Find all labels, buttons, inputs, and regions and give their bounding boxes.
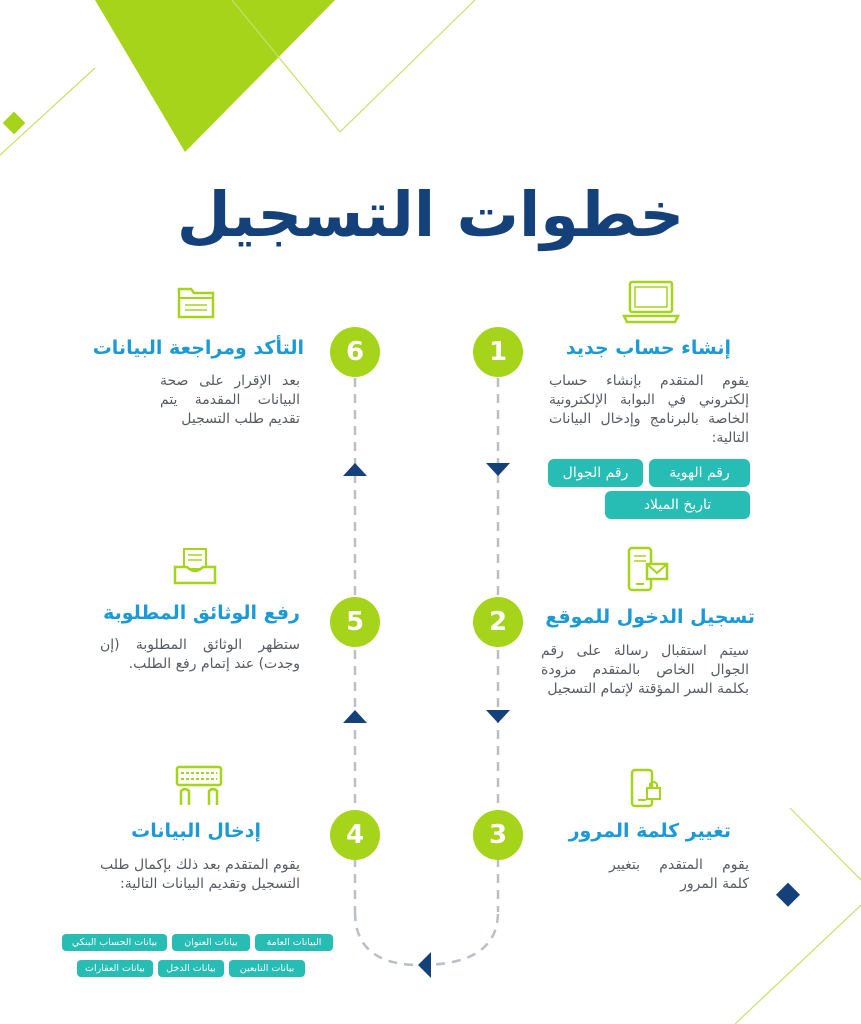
tag-address-data: بيانات العنوان xyxy=(172,934,250,951)
phone-lock-icon xyxy=(630,768,662,808)
step-title-6: التأكد ومراجعة البيانات xyxy=(92,337,304,359)
tag-bank-account-data: بيانات الحساب البنكي xyxy=(62,934,167,951)
green-triangle-shape xyxy=(95,0,335,152)
step-desc-6: بعد الإقرار على صحة البيانات المقدمة يتم تقديم طلب التسجيل xyxy=(160,373,300,427)
arrow-left-icon xyxy=(418,952,431,978)
step-title-5: رفع الوثائق المطلوبة xyxy=(103,602,300,624)
step-number-5: 5 xyxy=(330,597,380,647)
tag-general-data: البيانات العامة xyxy=(255,934,333,951)
laptop-icon xyxy=(622,280,680,324)
tag-id-number: رقم الهوية xyxy=(649,459,750,487)
step-title-1: إنشاء حساب جديد xyxy=(565,337,731,359)
arrow-up-icon xyxy=(343,463,367,476)
arrow-up-icon xyxy=(343,710,367,723)
decor-line xyxy=(0,68,95,155)
folder-icon xyxy=(177,285,215,319)
navy-diamond-shape xyxy=(776,883,800,907)
step-number-2: 2 xyxy=(473,597,523,647)
keyboard-icon xyxy=(175,765,223,807)
document-tray-icon xyxy=(173,545,217,585)
tag-income-data: بيانات الدخل xyxy=(158,960,224,977)
step-desc-3: يقوم المتقدم بتغيير كلمة المرور xyxy=(609,857,749,892)
step-title-4: إدخال البيانات xyxy=(131,820,261,842)
step-number-6: 6 xyxy=(330,327,380,377)
step-desc-5: ستظهر الوثائق المطلوبة (إن وجدت) عند إتمام رفع الطلب. xyxy=(100,637,300,672)
arrow-down-icon xyxy=(486,710,510,723)
decor-line xyxy=(735,905,861,1024)
step-number-3: 3 xyxy=(473,810,523,860)
tag-real-estate-data: بيانات العقارات xyxy=(77,960,153,977)
green-diamond-shape xyxy=(3,112,26,135)
step-number-4: 4 xyxy=(330,810,380,860)
step-number-1: 1 xyxy=(473,327,523,377)
step-desc-2: سيتم استقبال رسالة على رقم الجوال الخاص بالمتقدم مزودة بكلمة السر المؤقتة لإتمام التسجيل xyxy=(541,643,749,697)
step-desc-4: يقوم المتقدم بعد ذلك بإكمال طلب التسجيل وتقديم البيانات التالية: xyxy=(100,857,300,892)
step-desc-1: يقوم المتقدم بإنشاء حساب إلكتروني في البوابة الإلكترونية الخاصة بالبرنامج وإدخال البيانات التالية: xyxy=(549,373,749,446)
decor-line xyxy=(790,808,861,880)
tag-dependents-data: بيانات التابعين xyxy=(229,960,305,977)
page-title: خطوات التسجيل xyxy=(176,178,685,251)
phone-message-icon xyxy=(627,546,669,594)
step-title-2: تسجيل الدخول للموقع xyxy=(545,606,755,628)
tag-birth-date: تاريخ الميلاد xyxy=(605,491,750,519)
step-title-3: تغيير كلمة المرور xyxy=(568,820,731,842)
tag-mobile-number: رقم الجوال xyxy=(548,459,643,487)
decor-line xyxy=(340,0,475,132)
arrow-down-icon xyxy=(486,463,510,476)
